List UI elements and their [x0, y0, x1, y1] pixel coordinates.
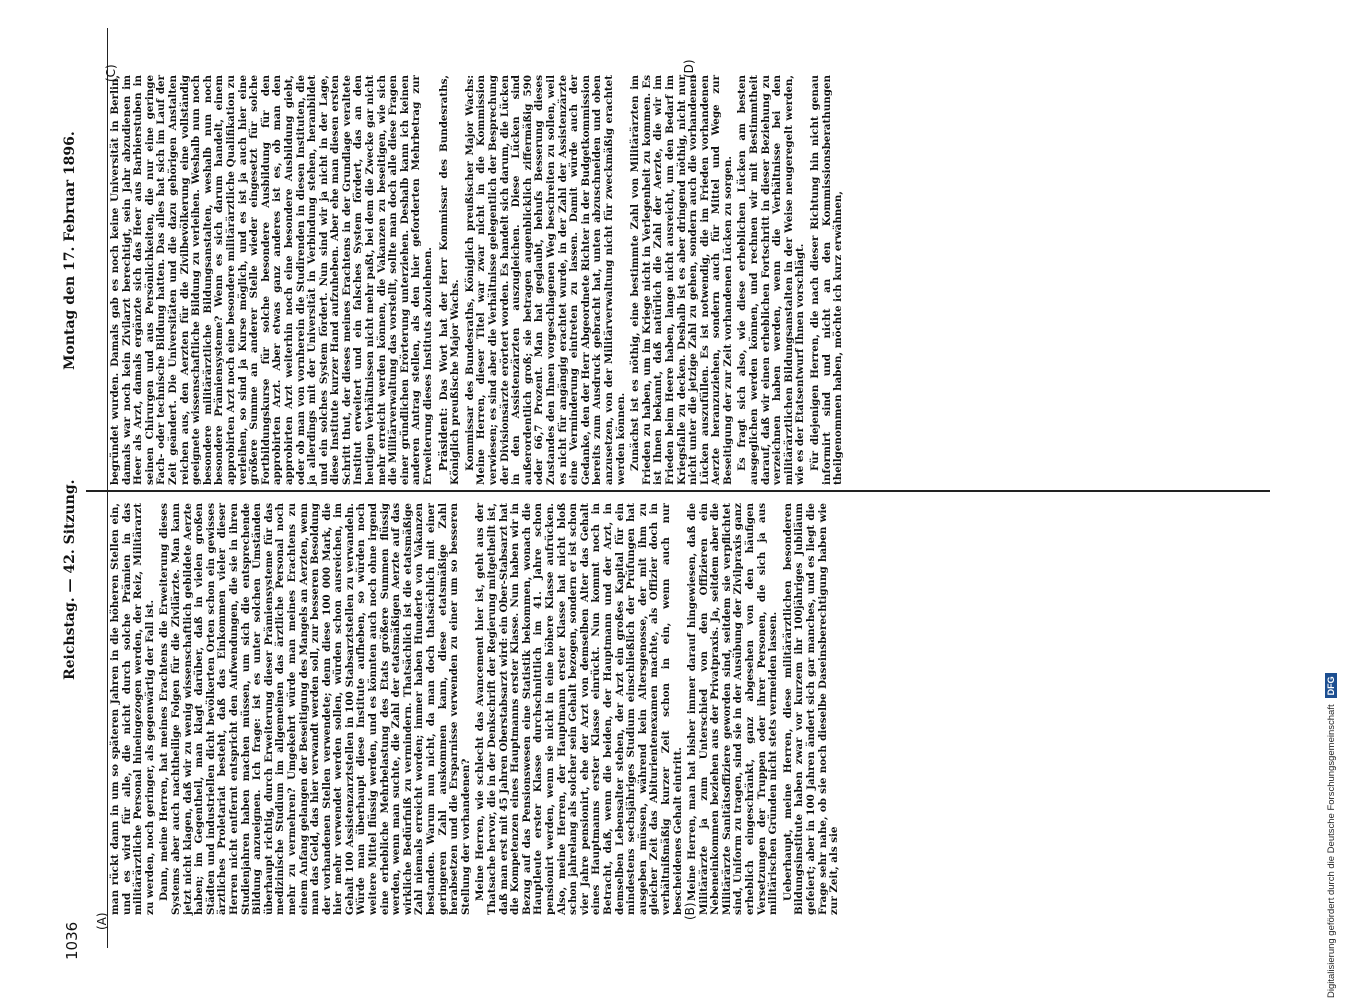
paragraph: Zunächst ist es nöthig, eine bestimmte Zahl von Militärärzten im Frieden zu haben, um im Kriege nicht in Verlegenheit zu kommen. Es ist Ihnen bekannt, daß natürlich die Zahl der Aerzte, die wir im Frieden beim Heere haben, lange nicht ausreicht, um den Bedarf im Kriegsfalle zu decken. Deshalb ist es aber dringend nöthig, nicht nur nicht unter die jetzige Zahl zu gehen, sondern auch die vorhandenen Lücken auszufüllen. Es ist notwendig, die im Frieden vorhandenen Aerzte heranzuziehen, sondern auch für Mittel und Wege zur Beseitigung der zur Zeit vorhandenen Lücken zu sorgen.	[629, 75, 734, 485]
paragraph: begründet wurden. Damals gab es noch keine Universität in Berlin, damals war noch kein Zivilarzt berechtigt, sein Jahr abzudienen im Heer als Arzt, damals ergänzte sich das Heer aus Barbierstuben in seinen Chirurgen und aus Persönlichkeiten, die nur eine geringe Fach- oder technische Bildung hatten. Das alles hat sich im Lauf der Zeit geändert. Die Universitäten und die dazu gehörigen Anstalten reichen aus, den Aerzten für die Zivilbevölkerung eine vollständig geeignete wissenschaftliche Bildung zu verleihen. Weshalb nun noch besondere militärärztliche Bildungsanstalten, weshalb nun noch besondere Prämiensysteme? Wenn es sich darum handelt, einem approbirten Arzt noch eine besondere militärärztliche Qualifikation zu verleihen, so sind ja Kurse möglich, und es ist ja auch hier eine größere Summe an anderer Stelle wieder eingesetzt für solche Fortbildungskurse für solche besondere Ausbildung für den approbirten Arzt. Aber etwas ganz anderes ist es, ob man den approbirten Arzt weiterhin noch eine besondere Ausbildung giebt, oder ob man von vornherein die Studirenden in diesen Instituten, die ja allerdings mit der Universität in Verbindung stehen, heranbildet und ein solches System fördert. Nun sind wir ja nicht in der Lage, diese Institute kurzer Hand aufzuheben. Aber ehe man diesen ersten Schritt thut, der dieses meines Erachtens in der Grundlage veraltete Institut erweitert und ein falsches System fördert, das an den heutigen Verhältnissen nicht mehr paßt, bei dem die Zwecke gar nicht mehr erreicht werden können, die Vakanzen zu beseitigen, wie sich die Militärverwaltung das vorstellt, sollte man doch alle diese Fragen einer gründlichen Erörterung unterziehen. Deshalb kann ich keinen anderen Antrag stellen, als den hier geforderten Mehrbetrag zur Erweiterung dieses Instituts abzulehnen.	[109, 75, 435, 485]
speaker-intro-text: Kommissar des Bundesraths, Königlich preußischer Major	[463, 121, 476, 471]
president-text: Das Wort hat der Herr Kommissar des Bundesraths, Königlich preußische Major Wachs.	[437, 75, 462, 485]
paragraph: man rückt dann in um so späteren Jahren in die höheren Stellen ein, und es wird für alle, die nicht durch solche Prämien in das militärärztliche Personal hineingezogen werden, der Reiz, Militärarzt zu werden, noch geringer, als gegenwärtig der Fall ist.	[109, 503, 156, 915]
paragraph: Meine Herren, man hat bisher immer darauf hingewiesen, daß die Militärärzte ja zum Unterschied von den Offizieren ein Nebeneinkommen beziehen aus der Privatpraxis. Ja, seitdem aber die Militärärzte Sanitätsoffiziere geworden sind, seitdem sie verpflichtet sind, Uniform zu tragen, sind sie in der Ausübung der Zivilpraxis ganz erheblich eingeschränkt, ganz abgesehen von den häufigen Versetzungen der Truppen oder ihrer Personen, die sich ja aus militärischen Gründen nicht stets vermeiden lassen.	[686, 503, 780, 915]
margin-marker-d: (D)	[682, 59, 696, 78]
margin-marker-b: (B)	[683, 902, 697, 920]
speaker-name: Wachs:	[463, 75, 476, 116]
paragraph: Ueberhaupt, meine Herren, diese militärärztlichen besonderen Bildungsinstitute haben zwar vor kurzem ihr 100jähriges Jubiläum gefeiert; aber in 100 Jahren ändert sich gar manches, und es liegt die Frage sehr nahe, ob sie noch dieselbe Daseinsberechtigung haben wie zur Zeit, als sie	[781, 503, 841, 915]
paragraph: Meine Herren, wie schlecht das Avancement hier ist, geht aus der Thatsache hervor, die in der Denkschrift der Regierung mitgetheilt ist, daß man erst mit 45 Jahren Oberstabsarzt wird: ein Ober-Stabsarzt hat die Kompetenzen eines Hauptmanns erster Klasse. Nun haben wir in Bezug auf das Pensionswesen eine Statistik bekommen, wonach die Hauptleute erster Klasse durchschnittlich im 41. Jahre schon pensionirt werden, wenn sie nicht in eine höhere Klasse aufrücken. Also, meine Herren, der Hauptmann erster Klasse hat nicht bloß schon jahrelang als solcher sein Gehalt bezogen, sondern er ist schon vier Jahre pensionirt, ehe der Arzt von demselben Alter das Gehalt eines Hauptmanns erster Klasse einrückt. Nun kommt noch in Betracht, daß, wenn die beiden, der Hauptmann und der Arzt, in demselben Lebensalter stehen, der Arzt ein großes Kapital für ein mindestens sechsjähriges Studium einschließlich der Prüfungen hat ausgeben müssen, während kein Altersgenosse, der mit ihm zu gleicher Zeit das Abiturientenexamen machte, als Offizier doch in verhältnißmäßig kurzer Zeit schon in ein, wenn auch nur bescheidenes Gehalt eintritt.	[474, 503, 684, 915]
right-column	[110, 75, 1260, 485]
president-line	[438, 75, 462, 485]
margin-marker-c: (C)	[104, 64, 118, 82]
left-column	[110, 503, 1260, 915]
paragraph: Es fragt sich also, wie diese erheblichen Lücken am besten ausgeglichen werden können, und rechnen wir mit Bestimmtheit darauf, daß wir einen erheblichen Fortschritt in dieser Beziehung zu verzeichnen haben werden, wenn die Verhältnisse bei den militärärztlichen Bildungsanstalten in der Weise neugeregelt werden, wie es der Etatsentwurf Ihnen vorschlägt.	[736, 75, 807, 485]
paragraph: Für diejenigen Herren, die nach dieser Richtung hin nicht genau informirt sind und nicht an den Kommissionsberathungen theilgenommen haben, möchte ich kurz erwähnen,	[809, 75, 845, 485]
margin-marker-a: (A)	[95, 912, 109, 930]
dfg-logo: DFG	[1325, 673, 1337, 698]
dfg-credit-text: Digitalisierung gefördert durch die Deutsche Forschungsgemeinschaft	[1326, 704, 1337, 998]
paragraph: Dann, meine Herren, hat meines Erachtens die Erweiterung dieses Systems aber auch nachtheilige Folgen für die Zivilärzte. Man kann jetzt nicht klagen, daß wir zu wenig wissenschaftlich gebildete Aerzte haben; im Gegentheil, man klagt darüber, daß in vielen großen Städten und industriellen dicht bevölkerten Orten schon ein gewisses ärztliches Proletariat besteht, daß das Einkommen vieler dieser Herren nicht entfernt entspricht den Aufwendungen, die sie in ihren Studienjahren haben machen müssen, um sich die entsprechende Bildung anzueignen. Ich frage: ist es unter solchen Umständen überhaupt richtig, durch Erweiterung dieser Prämiensysteme für das medizinische Studium im allgemeinen das ärztliche Personal noch mehr zu vermehren? Umgekehrt würde man meines Erachtens zu einem Anfang gelangen der Beseitigung des Mangels an Aerzten, wenn man das Geld, das hier verwandt werden soll, zur besseren Besoldung der vorhandenen Stellen verwendete; denn diese 100 000 Mark, die hier mehr verwendet werden sollen, würden schon ausreichen, im Gehalt 100 Assistenzarztstellen in 100 Stabsarztstellen zu verwandeln. Würde man überhaupt diese Institute aufheben, so würden noch weitere Mittel flüssig werden, und es könnten auch noch ohne irgend eine erhebliche Mehrbelastung des Etats größere Summen flüssig werden, wenn man suchte, die Zahl der etatsmäßigen Aerzte auf das wirkliche Bedürfniß zu vermindern. Thatsächlich ist die etatsmäßige Zahl niemals erreicht worden; immer haben Hunderte von Vakanzen bestanden. Warum nun nicht, da man doch thatsächlich mit einer geringeren Zahl auskommen kann, diese etatsmäßige Zahl herabsetzen und die Ersparnisse verwenden zu einer um so besseren Stellung der vorhandenen?	[158, 502, 472, 915]
column-divider	[86, 490, 1270, 492]
header-rule	[107, 28, 108, 948]
page-number: 1036	[63, 921, 81, 960]
running-title-right: Montag den 17. Februar 1896.	[62, 131, 78, 370]
speech-text: Meine Herren, dieser Titel war zwar nicht in die Kommission verwiesen; es sind aber die Verhältnisse gelegentlich der Besprechung der Divisionsärzte erörtert worden. Es handelt sich darum, die Lücken in den Assistenzärzten auszugleichen. Diese Lücken sind außerordentlich groß; sie betragen augenblicklich ziffermäßig 590 oder 66,7 Prozent. Man hat geglaubt, behufs Besserung dieses Zustandes den Ihnen vorgeschlagenen Weg beschreiten zu sollen, weil es nicht für angängig erachtet wurde, in der Zahl der Assistenzärzte eine Verminderung eintreten zu lassen. Damit würde auch der Gedanke, den der Herr Abgeordnete Richter in der Budgetkommission bereits zum Ausdruck gebracht hat, unten abzuschneiden und oben anzusetzen, von der Militärverwaltung nicht für zweckmäßig erachtet werden können.	[475, 75, 627, 485]
dfg-credit	[1319, 673, 1338, 998]
running-title-left: Reichstag. — 42. Sitzung.	[62, 479, 78, 680]
president-label: Präsident:	[436, 407, 450, 471]
speaker-intro	[465, 75, 627, 485]
